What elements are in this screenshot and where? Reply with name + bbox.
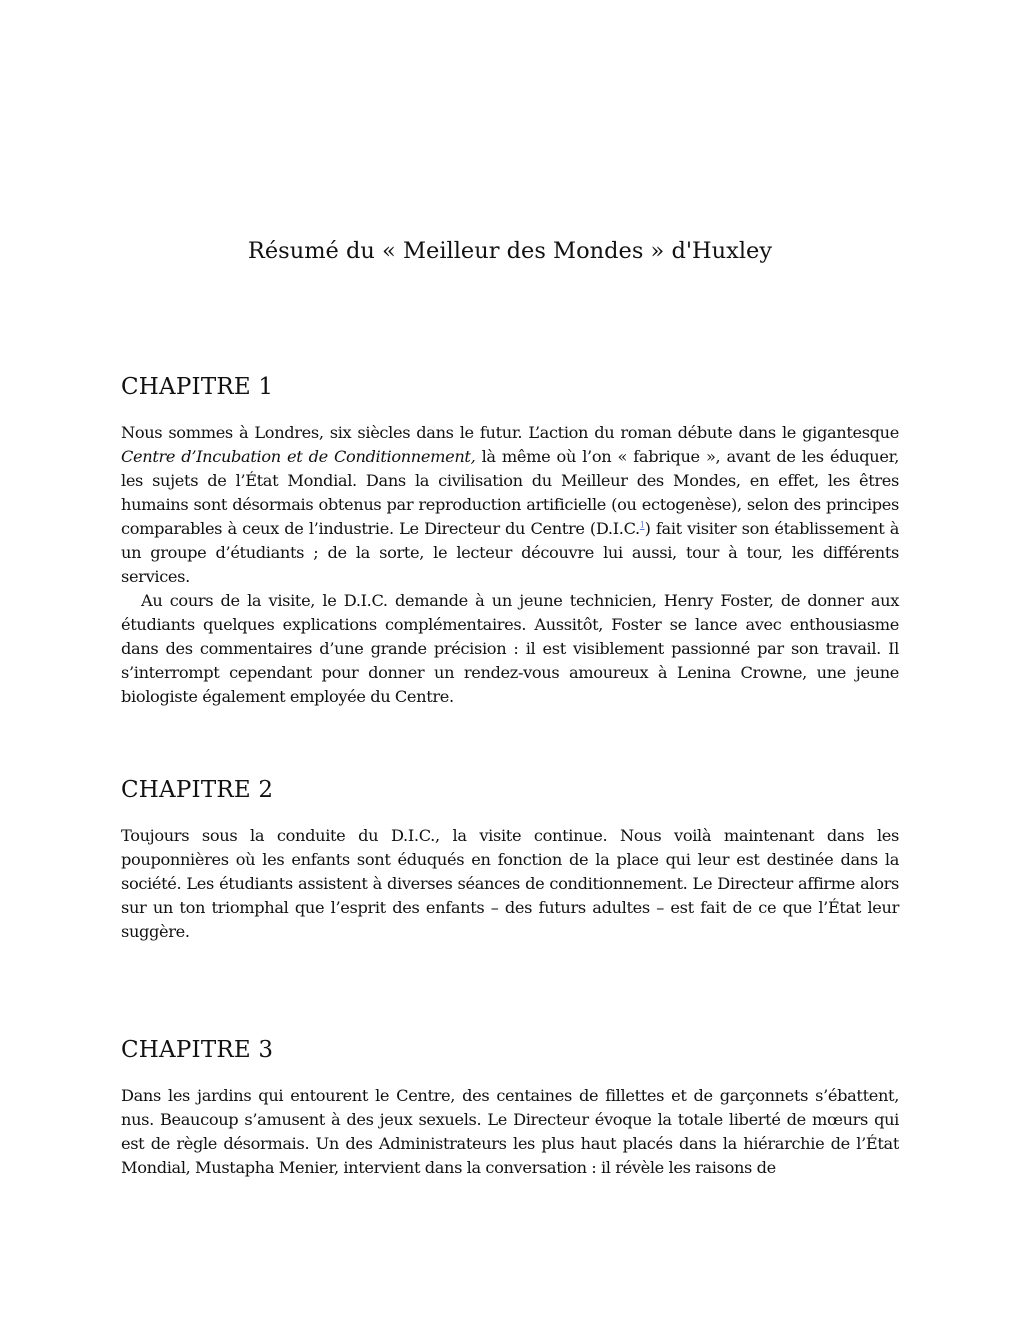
paragraph: Dans les jardins qui entourent le Centre, des centaines de fillettes et de garçonnets s’ébattent, nus. Beaucoup s’amusent à des jeux sexuels. Le Directeur évoque la totale liberté de mœurs qui est de règle désormais. Un des Administrateurs les plus haut placés dans la hiérarchie de l’État Mondial, Mustapha Menier, intervient dans la conversation : il révèle les raisons de (121, 1086, 899, 1177)
text-run: Nous sommes à Londres, six siècles dans le futur. L’action du roman débute dans le gigantesque (121, 423, 899, 442)
document-title: Résumé du « Meilleur des Mondes » d'Huxley (247, 238, 773, 264)
chapter-2 (121, 775, 899, 944)
paragraph: Toujours sous la conduite du D.I.C., la visite continue. Nous voilà maintenant dans les pouponnières où les enfants sont éduqués en fonction de la place qui leur est destinée dans la société. Les étudiants assistent à diverses séances de conditionnement. Le Directeur affirme alors sur un ton triomphal que l’esprit des enfants – des futurs adultes – est fait de ce que l’État leur suggère. (121, 826, 899, 941)
chapter-1 (121, 372, 899, 709)
paragraph: Au cours de la visite, le D.I.C. demande à un jeune technicien, Henry Foster, de donner aux étudiants quelques explications complémentaires. Aussitôt, Foster se lance avec enthousiasme dans des commentaires d’une grande précision : il est visiblement passionné par son travail. Il s’interrompt cependant pour donner un rendez-vous amoureux à Lenina Crowne, une jeune biologiste également employée du Centre. (121, 591, 899, 706)
chapter-body (121, 824, 899, 944)
text-run: là même où l’on « fabrique », avant de les éduquer, les sujets de l’État Mondial. Dans la civilisation du Meilleur des Mondes, en effet, les êtres humains sont désormais obtenus par reproduction artificielle (ou ectogenèse), selon des principes comparables à ceux de l’industrie. Le Directeur du Centre (D.I.C. (121, 447, 900, 538)
chapter-3 (121, 1035, 899, 1180)
chapter-heading: CHAPITRE 2 (121, 777, 274, 803)
chapter-body (121, 1084, 899, 1180)
paragraph (121, 421, 899, 589)
text-run: ) fait visiter son établissement à un groupe d’étudiants ; de la sorte, le lecteur découvre lui aussi, tour à tour, les différents services. (121, 519, 899, 586)
chapter-body (121, 421, 899, 709)
chapter-heading: CHAPITRE 1 (121, 374, 274, 400)
footnote-link[interactable]: 1 (639, 520, 645, 530)
chapter-heading: CHAPITRE 3 (121, 1037, 274, 1063)
italic-text: Centre d’Incubation et de Conditionnement, (121, 447, 476, 466)
